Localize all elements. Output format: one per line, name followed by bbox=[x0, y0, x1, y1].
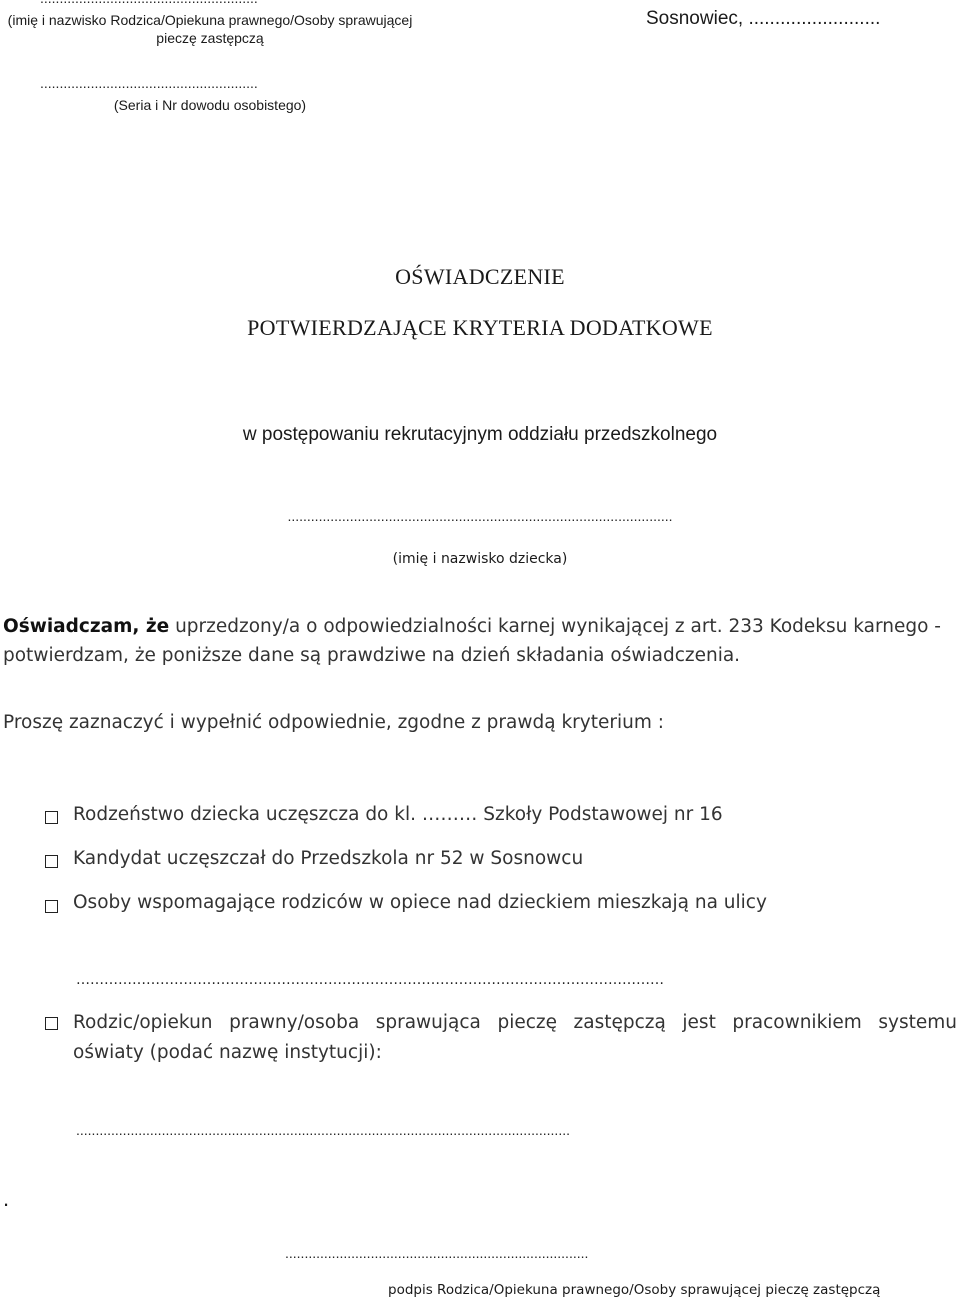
institution-input-line[interactable]: ............................................................................................................................... bbox=[76, 1122, 570, 1138]
document-title: OŚWIADCZENIE bbox=[395, 264, 565, 289]
street-input-line[interactable]: ……………………………………………………………………………………………………………… bbox=[76, 972, 664, 988]
document-title-line2: POTWIERDZAJĄCE KRYTERIA DODATKOWE bbox=[247, 315, 713, 340]
place-date-field[interactable]: Sosnowiec, ......................... bbox=[646, 8, 881, 29]
declaration-paragraph bbox=[3, 612, 958, 670]
parent-name-line[interactable] bbox=[40, 0, 258, 6]
parent-name-label: (imię i nazwisko Rodzica/Opiekuna prawnego/Osoby sprawującej pieczę zastępczą bbox=[7, 12, 413, 46]
criterion-label-education-worker: Rodzic/opiekun prawny/osoba sprawująca pieczę zastępczą jest pracownikiem systemu oświaty (podać nazwę instytucji): bbox=[73, 1012, 957, 1063]
criterion-checkbox-helpers[interactable] bbox=[45, 900, 58, 913]
criterion-label-helpers: Osoby wspomagające rodziców w opiece nad dzieckiem mieszkają na ulicy bbox=[73, 892, 767, 913]
declaration-lead: Oświadczam, że bbox=[3, 616, 170, 637]
criterion-checkbox-preschool[interactable] bbox=[45, 855, 58, 868]
criterion-checkbox-siblings[interactable] bbox=[45, 811, 58, 824]
document-subtitle: w postępowaniu rekrutacyjnym oddziału przedszkolnego bbox=[242, 424, 718, 445]
stray-period: . bbox=[3, 1186, 10, 1211]
signature-label: podpis Rodzica/Opiekuna prawnego/Osoby sprawującej pieczę zastępczą bbox=[388, 1282, 881, 1298]
criterion-label-siblings: Rodzeństwo dziecka uczęszcza do kl. ……… Szkoły Podstawowej nr 16 bbox=[73, 804, 723, 825]
instruction-text: Proszę zaznaczyć i wypełnić odpowiednie, zgodne z prawdą kryterium : bbox=[3, 712, 664, 733]
criterion-label-preschool: Kandydat uczęszczał do Przedszkola nr 52 w Sosnowcu bbox=[73, 848, 584, 869]
criterion-checkbox-education-worker[interactable] bbox=[45, 1017, 58, 1030]
child-name-label: (imię i nazwisko dziecka) bbox=[392, 551, 568, 567]
id-number-line[interactable]: ........................................................ bbox=[40, 75, 258, 91]
signature-line[interactable]: .............................................................................. bbox=[285, 1245, 589, 1261]
child-name-line[interactable]: ................................................................................................... bbox=[287, 508, 673, 524]
id-number-label: (Seria i Nr dowodu osobistego) bbox=[113, 97, 307, 113]
declaration-text: uprzedzony/a o odpowiedzialności karnej wynikającej z art. 233 Kodeksu karnego - potwierdzam, że poniższe dane są prawdziwe na dzień składania oświadczenia. bbox=[3, 616, 941, 666]
